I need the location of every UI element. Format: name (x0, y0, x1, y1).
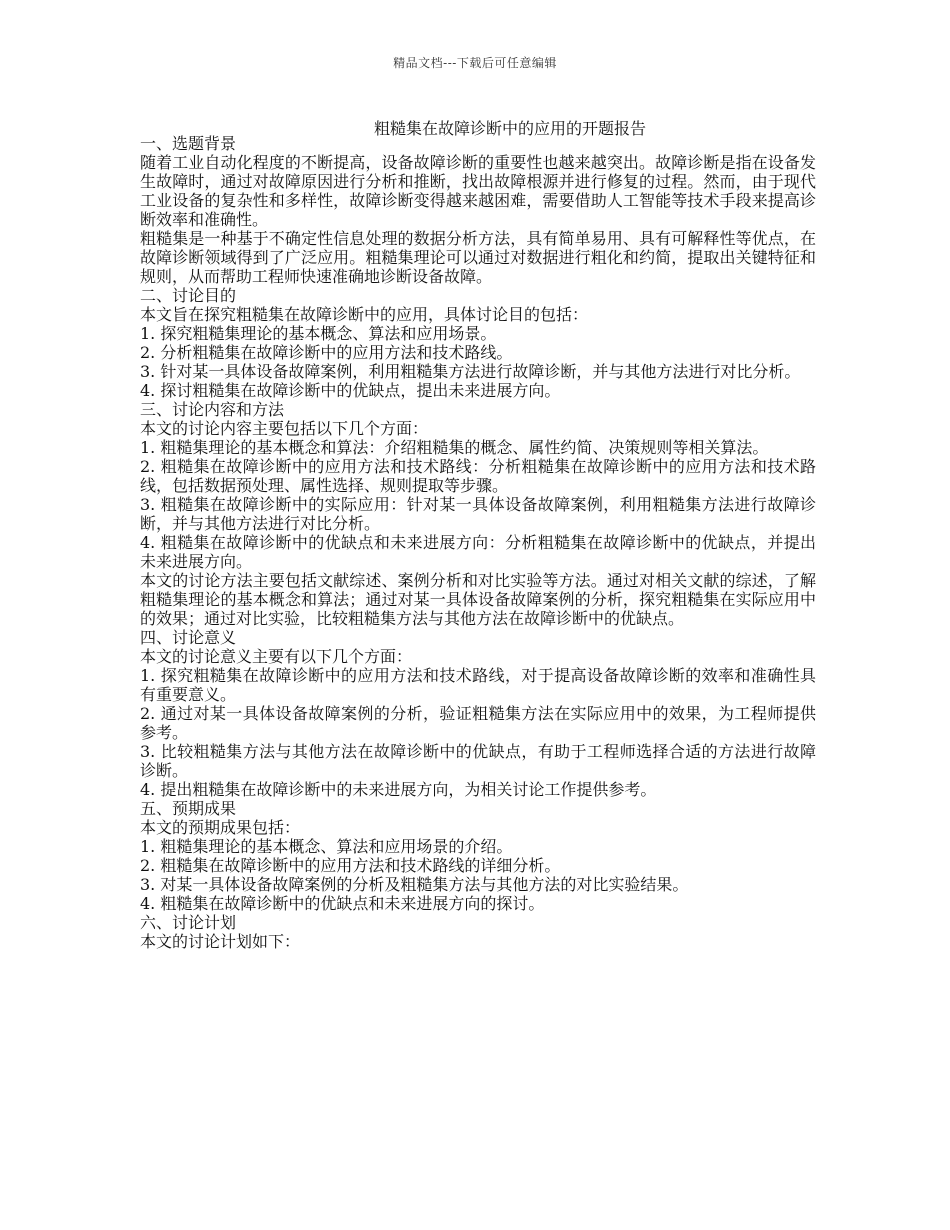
paragraph: 本文的讨论意义主要有以下几个方面： (140, 647, 413, 666)
list-item: 4. 探讨粗糙集在故障诊断中的优缺点，提出未来进展方向。 (140, 381, 561, 400)
list-item: 3. 粗糙集在故障诊断中的实际应用：针对某一具体设备故障案例，利用粗糙集方法进行故障诊断，并与其他方法进行对比分析。 (140, 495, 816, 533)
paragraph: 随着工业自动化程度的不断提高，设备故障诊断的重要性也越来越突出。故障诊断是指在设备发生故障时，通过对故障原因进行分析和推断，找出故障根源并进行修复的过程。然而，由于现代工业设备的复杂性和多样性，故障诊断变得越来越困难，需要借助人工智能等技术手段来提高诊断效率和准确性。 (140, 153, 816, 229)
section-heading: 一、选题背景 (140, 134, 237, 153)
list-item: 3. 针对某一具体设备故障案例，利用粗糙集方法进行故障诊断，并与其他方法进行对比分析。 (140, 362, 801, 381)
paragraph: 本文的讨论方法主要包括文献综述、案例分析和对比实验等方法。通过对相关文献的综述，了解粗糙集理论的基本概念和算法；通过对某一具体设备故障案例的分析，探究粗糙集在实际应用中的效果；通过对比实验，比较粗糙集方法与其他方法在故障诊断中的优缺点。 (140, 571, 816, 628)
list-item: 2. 通过对某一具体设备故障案例的分析，验证粗糙集方法在实际应用中的效果，为工程师提供参考。 (140, 704, 816, 742)
list-item: 1. 探究粗糙集理论的基本概念、算法和应用场景。 (140, 324, 497, 343)
list-item: 1. 粗糙集理论的基本概念、算法和应用场景的介绍。 (140, 837, 513, 856)
list-item: 4. 粗糙集在故障诊断中的优缺点和未来进展方向：分析粗糙集在故障诊断中的优缺点，并提出未来进展方向。 (140, 533, 816, 571)
section-heading: 二、讨论目的 (140, 286, 237, 305)
document-body (140, 134, 816, 951)
section-heading: 五、预期成果 (140, 799, 237, 818)
paragraph: 本文的讨论计划如下： (140, 932, 301, 951)
list-item: 1. 粗糙集理论的基本概念和算法：介绍粗糙集的概念、属性约简、决策规则等相关算法。 (140, 438, 769, 457)
list-item: 3. 对某一具体设备故障案例的分析及粗糙集方法与其他方法的对比实验结果。 (140, 875, 689, 894)
list-item: 3. 比较粗糙集方法与其他方法在故障诊断中的优缺点，有助于工程师选择合适的方法进行故障诊断。 (140, 742, 816, 780)
list-item: 2. 分析粗糙集在故障诊断中的应用方法和技术路线。 (140, 343, 513, 362)
section-heading: 四、讨论意义 (140, 628, 237, 647)
paragraph: 粗糙集是一种基于不确定性信息处理的数据分析方法，具有简单易用、具有可解释性等优点，在故障诊断领域得到了广泛应用。粗糙集理论可以通过对数据进行粗化和约简，提取出关键特征和规则，从而帮助工程师快速准确地诊断设备故障。 (140, 229, 816, 286)
document-title: 粗糙集在故障诊断中的应用的开题报告 (373, 119, 646, 138)
list-item: 2. 粗糙集在故障诊断中的应用方法和技术路线：分析粗糙集在故障诊断中的应用方法和技术路线，包括数据预处理、属性选择、规则提取等步骤。 (140, 457, 816, 495)
list-item: 1. 探究粗糙集在故障诊断中的应用方法和技术路线，对于提高设备故障诊断的效率和准确性具有重要意义。 (140, 666, 816, 704)
page-header: 精品文档---下载后可任意编辑 (393, 56, 557, 70)
list-item: 4. 粗糙集在故障诊断中的优缺点和未来进展方向的探讨。 (140, 894, 545, 913)
paragraph: 本文的预期成果包括： (140, 818, 301, 837)
list-item: 4. 提出粗糙集在故障诊断中的未来进展方向，为相关讨论工作提供参考。 (140, 780, 657, 799)
list-item: 2. 粗糙集在故障诊断中的应用方法和技术路线的详细分析。 (140, 856, 561, 875)
section-heading: 六、讨论计划 (140, 913, 237, 932)
paragraph: 本文的讨论内容主要包括以下几个方面： (140, 419, 429, 438)
section-heading: 三、讨论内容和方法 (140, 400, 285, 419)
paragraph: 本文旨在探究粗糙集在故障诊断中的应用，具体讨论目的包括： (140, 305, 589, 324)
